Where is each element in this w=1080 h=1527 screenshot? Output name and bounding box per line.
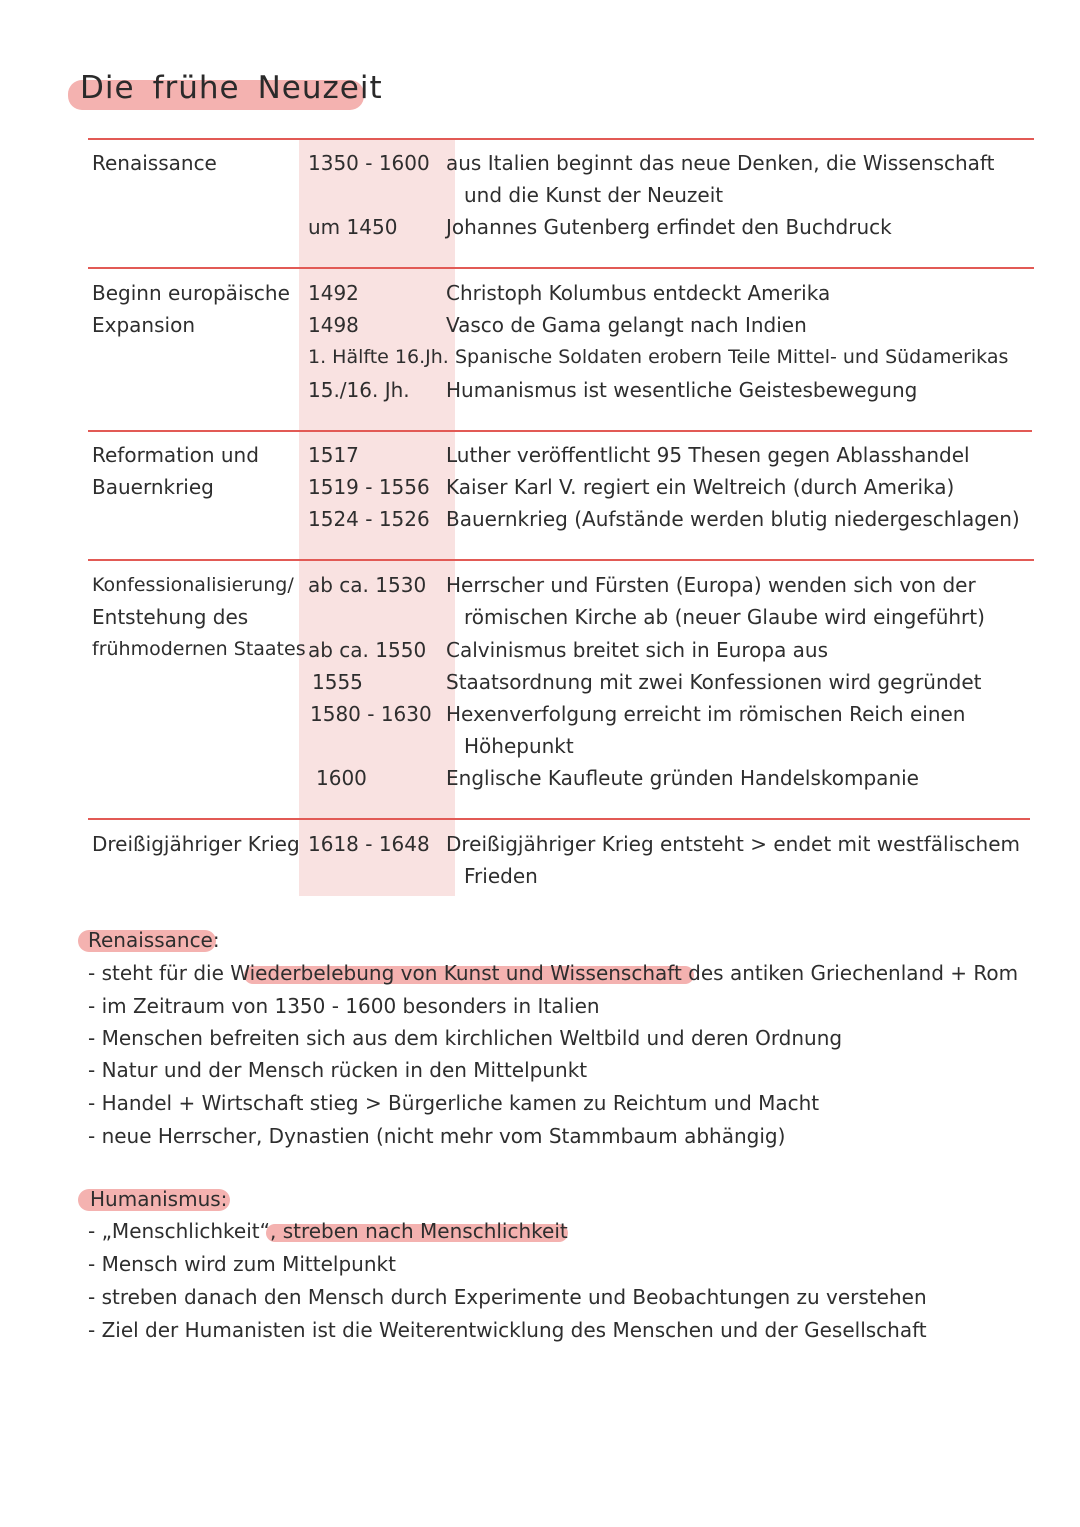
- row-event: Bauernkrieg (Aufstände werden blutig niedergeschlagen): [446, 507, 1020, 531]
- row-date: 1. Hälfte 16.Jh.: [308, 346, 449, 368]
- row-event-continued: Höhepunkt: [464, 734, 574, 758]
- bullet-text: - „Menschlichkeit“,: [88, 1219, 283, 1243]
- table-rule-top: [88, 138, 1034, 140]
- page-title: [80, 70, 401, 106]
- row-event-continued: römischen Kirche ab (neuer Glaube wird eingeführt): [464, 605, 985, 629]
- bullet-text: des antiken Griechenland + Rom: [681, 961, 1019, 985]
- row-date: 1519 - 1556: [308, 475, 430, 499]
- row-date: 1350 - 1600: [308, 151, 430, 175]
- row-topic-konfessionalisierung-line3: frühmodernen Staates: [92, 638, 306, 660]
- row-date: 1555: [312, 670, 363, 694]
- humanismus-heading: Humanismus:: [90, 1187, 228, 1211]
- renaissance-bullet: - im Zeitraum von 1350 - 1600 besonders in Italien: [88, 994, 600, 1018]
- row-date: 1580 - 1630: [310, 702, 432, 726]
- row-topic-reformation: Reformation und: [92, 443, 259, 467]
- humanismus-bullet: - Mensch wird zum Mittelpunkt: [88, 1252, 396, 1276]
- humanismus-bullet: - streben danach den Mensch durch Experimente und Beobachtungen zu verstehen: [88, 1285, 927, 1309]
- renaissance-heading: Renaissance:: [88, 928, 220, 952]
- renaissance-bullet: [88, 957, 1018, 989]
- row-date: ab ca. 1530: [308, 573, 427, 597]
- table-rule-1: [88, 267, 1034, 269]
- highlighted-term: streben nach Menschlichkeit: [282, 1219, 568, 1243]
- row-event: Dreißigjähriger Krieg entsteht > endet mit westfälischem: [446, 832, 1021, 856]
- row-event: Englische Kaufleute gründen Handelskompanie: [446, 766, 919, 790]
- row-event-continued: und die Kunst der Neuzeit: [464, 183, 724, 207]
- title-word-1: Die: [80, 70, 135, 106]
- title-word-3: Neuzeit: [257, 70, 383, 106]
- renaissance-bullet: - Handel + Wirtschaft stieg > Bürgerliche kamen zu Reichtum und Macht: [88, 1091, 820, 1115]
- row-date: 1492: [308, 281, 359, 305]
- table-rule-4: [88, 818, 1030, 820]
- row-date: 15./16. Jh.: [308, 378, 410, 402]
- title-word-2: frühe: [152, 70, 240, 106]
- highlighted-term: Wiederbelebung von Kunst und Wissenschaft: [230, 961, 682, 985]
- row-event: Christoph Kolumbus entdeckt Amerika: [446, 281, 831, 305]
- row-date: ab ca. 1550: [308, 638, 427, 662]
- renaissance-bullet: - Menschen befreiten sich aus dem kirchlichen Weltbild und deren Ordnung: [88, 1026, 843, 1050]
- row-date: um 1450: [308, 215, 398, 239]
- row-topic-renaissance: Renaissance: [92, 151, 217, 175]
- row-topic-reformation-line2: Bauernkrieg: [92, 475, 214, 499]
- row-topic-dreissigjaehriger-krieg: Dreißigjähriger Krieg: [92, 832, 300, 856]
- row-topic-konfessionalisierung-line2: Entstehung des: [92, 605, 249, 629]
- row-event: Kaiser Karl V. regiert ein Weltreich (durch Amerika): [446, 475, 955, 499]
- row-event: Spanische Soldaten erobern Teile Mittel- und Südamerikas: [455, 346, 1009, 368]
- row-event: aus Italien beginnt das neue Denken, die Wissenschaft: [446, 151, 995, 175]
- table-rule-2: [88, 430, 1032, 432]
- row-topic-expansion-line2: Expansion: [92, 313, 195, 337]
- table-rule-3: [88, 559, 1034, 561]
- row-date: 1517: [308, 443, 359, 467]
- row-date: 1524 - 1526: [308, 507, 430, 531]
- row-event: Johannes Gutenberg erfindet den Buchdruck: [446, 215, 892, 239]
- renaissance-bullet: - neue Herrscher, Dynastien (nicht mehr vom Stammbaum abhängig): [88, 1124, 786, 1148]
- row-event: Hexenverfolgung erreicht im römischen Reich einen: [446, 702, 966, 726]
- row-event: Staatsordnung mit zwei Konfessionen wird gegründet: [446, 670, 982, 694]
- row-topic-konfessionalisierung: Konfessionalisierung/: [92, 574, 294, 596]
- row-event: Luther veröffentlicht 95 Thesen gegen Ablasshandel: [446, 443, 970, 467]
- row-topic-expansion: Beginn europäische: [92, 281, 290, 305]
- row-date: 1618 - 1648: [308, 832, 430, 856]
- row-event-continued: Frieden: [464, 864, 538, 888]
- row-date: 1498: [308, 313, 359, 337]
- row-event: Vasco de Gama gelangt nach Indien: [446, 313, 807, 337]
- bullet-text: - steht für die: [88, 961, 231, 985]
- renaissance-bullet: - Natur und der Mensch rücken in den Mittelpunkt: [88, 1058, 588, 1082]
- humanismus-bullet: - Ziel der Humanisten ist die Weiterentwicklung des Menschen und der Gesellschaft: [88, 1318, 927, 1342]
- humanismus-bullet: [88, 1215, 568, 1247]
- row-event: Humanismus ist wesentliche Geistesbewegung: [446, 378, 918, 402]
- row-date: 1600: [316, 766, 367, 790]
- row-event: Herrscher und Fürsten (Europa) wenden sich von der: [446, 573, 976, 597]
- row-event: Calvinismus breitet sich in Europa aus: [446, 638, 829, 662]
